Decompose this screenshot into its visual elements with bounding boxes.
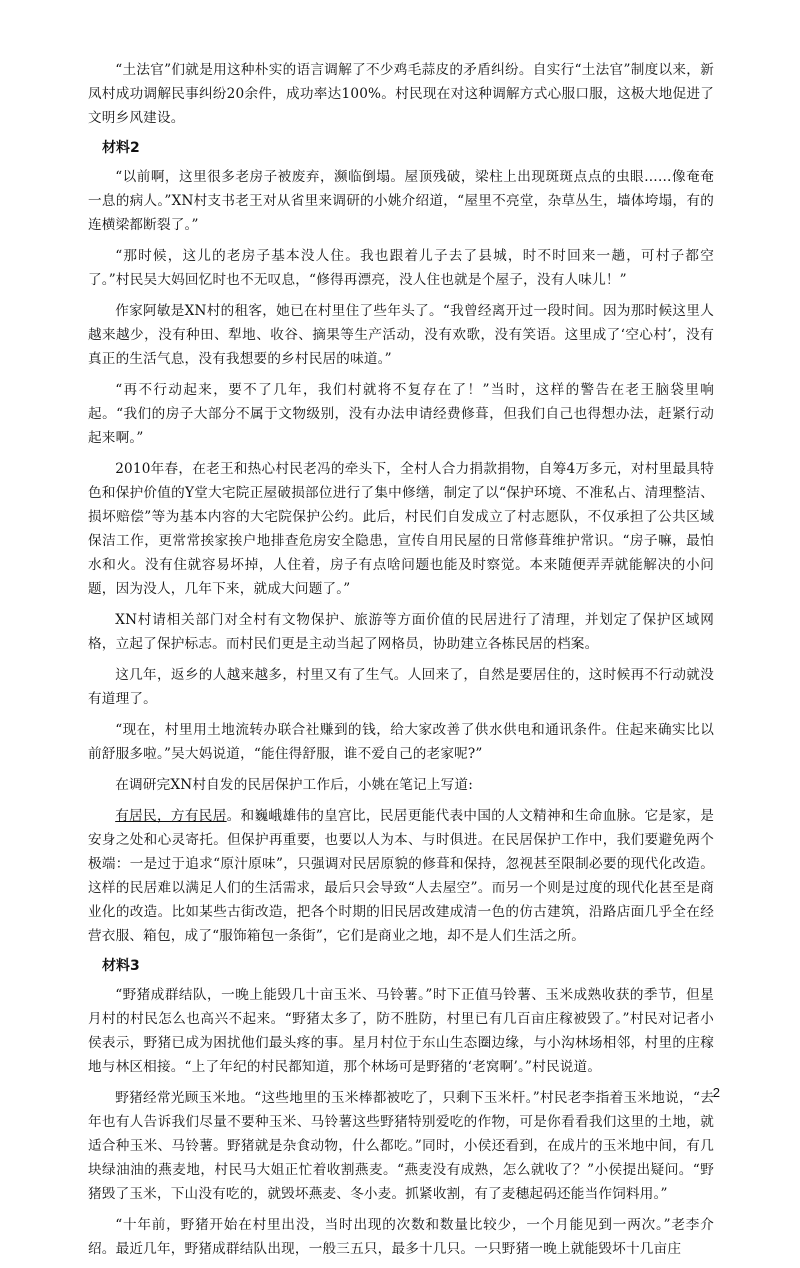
note-paragraph xyxy=(88,804,714,948)
paragraph: 在调研完XN村自发的民居保护工作后，小姚在笔记上写道: xyxy=(115,777,473,793)
paragraph: “以前啊，这里很多老房子被废弃，濒临倒塌。屋顶残破，梁柱上出现斑斑点点的虫眼……像奄奄一息的病人。”XN村支书老王对从省里来调研的小姚介绍道，“屋里不亮堂，杂草丛生，墙体垮塌，有的连横梁都断裂了。” xyxy=(88,169,714,233)
section-heading: 材料2 xyxy=(102,140,140,156)
paragraph: “现在，村里用土地流转办联合社赚到的钱，给大家改善了供水供电和通讯条件。住起来确实比以前舒服多啦。”吴大妈说道，“能住得舒服，谁不爱自己的老家呢?” xyxy=(88,722,714,762)
note-text: 。和巍峨雄伟的皇宫比，民居更能代表中国的人文精神和生命血脉。它是家，是安身之处和心灵寄托。但保护再重要，也要以人为本、与时俱进。在民居保护工作中，我们要避免两个极端：一是过于追求“原汁原味”，只强调对民居原貌的修葺和保持，忽视甚至限制必要的现代化改造。这样的民居难以满足人们的生活需求，最后只会导致“人去屋空”。而另一个则是过度的现代化甚至是商业化的改造。比如某些古街改造，把各个时期的旧民居改建成清一色的仿古建筑，沿路店面几乎全在经营衣服、箱包，成了“服饰箱包一条街”，它们是商业之地，却不是人们生活之所。 xyxy=(88,808,714,944)
paragraph: “再不行动起来，要不了几年，我们村就将不复存在了！”当时，这样的警告在老王脑袋里响起。“我们的房子大部分不属于文物级别，没有办法申请经费修葺，但我们自己也得想办法，赶紧行动起来啊。” xyxy=(88,382,714,446)
paragraph: “野猪成群结队，一晚上能毁几十亩玉米、马铃薯。”时下正值马铃薯、玉米成熟收获的季节，但星月村的村民怎么也高兴不起来。“野猪太多了，防不胜防，村里已有几百亩庄稼被毁了。”村民对记者小侯表示，野猪已成为困扰他们最头疼的事。星月村位于东山生态圈边缘，与小沟林场相邻，村里的庄稼地与林区相接。“上了年纪的村民都知道，那个林场可是野猪的‘老窝啊’。”村民说道。 xyxy=(88,987,714,1075)
paragraph: 这几年，返乡的人越来越多，村里又有了生气。人回来了，自然是要居住的，这时候再不行动就没有道理了。 xyxy=(88,667,714,707)
underlined-phrase: 有居民，方有民居 xyxy=(115,808,227,824)
paragraph: “十年前，野猪开始在村里出没，当时出现的次数和数量比较少，一个月能见到一两次。”老李介绍。最近几年，野猪成群结队出现，一般三五只，最多十几只。一只野猪一晚上就能毁坏十几亩庄 xyxy=(88,1217,714,1257)
paragraph: XN村请相关部门对全村有文物保护、旅游等方面价值的民居进行了清理，并划定了保护区域网格，立起了保护标志。而村民们更是主动当起了网格员，协助建立各栋民居的档案。 xyxy=(88,612,714,652)
page-number: 2 xyxy=(712,1085,720,1100)
paragraph: 作家阿敏是XN村的租客，她已在村里住了些年头了。“我曾经离开过一段时间。因为那时候这里人越来越少，没有种田、犁地、收谷、摘果等生产活动，没有欢歌，没有笑语。这里成了‘空心村’，没有真正的生活气息，没有我想要的乡村民居的味道。” xyxy=(88,303,714,367)
paragraph: “土法官”们就是用这种朴实的语言调解了不少鸡毛蒜皮的矛盾纠纷。自实行“土法官”制度以来，新凤村成功调解民事纠纷20余件，成功率达100%。村民现在对这种调解方式心服口服，这极大地促进了文明乡风建设。 xyxy=(88,62,714,126)
paragraph: 野猪经常光顾玉米地。“这些地里的玉米棒都被吃了，只剩下玉米杆。”村民老李指着玉米地说，“去年也有人告诉我们尽量不要种玉米、马铃薯这些野猪特别爱吃的作物，可是你看看我们这里的土地，就适合种玉米、马铃薯。野猪就是杂食动物，什么都吃。”同时，小侯还看到，在成片的玉米地中间，有几块绿油油的燕麦地，村民马大姐正忙着收割燕麦。“燕麦没有成熟，怎么就收了？”小侯提出疑问。“野猪毁了玉米，下山没有吃的，就毁坏燕麦、冬小麦。抓紧收割，有了麦穗起码还能当作饲料用。” xyxy=(88,1090,714,1202)
section-heading: 材料3 xyxy=(102,958,140,974)
document-page xyxy=(88,58,714,1268)
paragraph: 2010年春，在老王和热心村民老冯的牵头下，全村人合力捐款捐物，自筹4万多元，对村里最具特色和保护价值的Y堂大宅院正屋破损部位进行了集中修缮，制定了以“保护环境、不准私占、清理整洁、损坏赔偿”等为基本内容的大宅院保护公约。此后，村民们自发成立了村志愿队，不仅承担了公共区域保洁工作，更常常挨家挨户地排查危房安全隐患，宣传自用民屋的日常修葺维护常识。“房子嘛，最怕水和火。没有住就容易坏掉，人住着，房子有点啥问题也能及时察觉。本来随便弄弄就能解决的小问题，因为没人，几年下来，就成大问题了。” xyxy=(88,461,714,597)
paragraph: “那时候，这儿的老房子基本没人住。我也跟着儿子去了县城，时不时回来一趟，可村子都空了。”村民吴大妈回忆时也不无叹息，“修得再漂亮，没人住也就是个屋子，没有人味儿！” xyxy=(88,248,714,288)
